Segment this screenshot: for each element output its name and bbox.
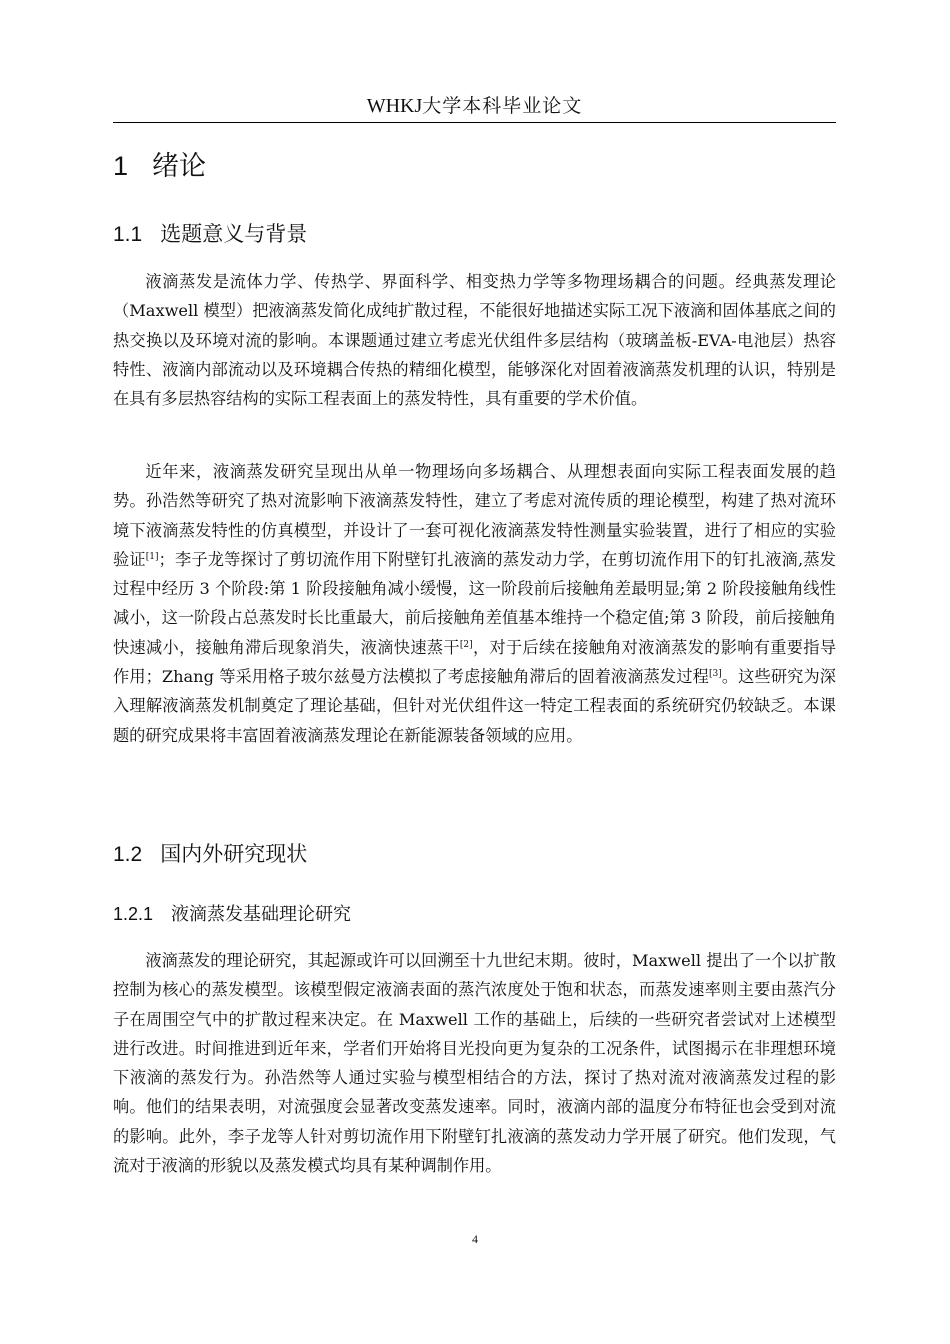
paragraph-text: 。这些研究为深入理解液滴蒸发机制奠定了理论基础，但针对光伏组件这一特定工程表面的系统研究仍较缺乏。本课题的研究成果将丰富固着液滴蒸发理论在新能源装备领域的应用。 <box>113 667 836 745</box>
subsection-heading-1-2-1 <box>113 900 351 929</box>
header-university-code: WHKJ <box>366 95 423 117</box>
section-title: 选题意义与背景 <box>160 222 308 246</box>
chapter-heading <box>113 146 206 187</box>
paragraph-recent-research <box>113 457 836 750</box>
header-title: 大学本科毕业论文 <box>422 95 583 117</box>
header-rule <box>113 122 836 123</box>
subsection-title: 液滴蒸发基础理论研究 <box>171 904 352 925</box>
section-heading-1-2 <box>113 838 307 871</box>
paragraph-text: ，对于后续在接触角对液滴蒸发的影响有重要指导作用；Zhang 等采用格子玻尔兹曼方法模拟了考虑接触角滞后的固着液滴蒸发过程 <box>113 637 837 687</box>
chapter-title: 绪论 <box>152 151 207 182</box>
paragraph-text: 近年来，液滴蒸发研究呈现出从单一物理场向多场耦合、从理想表面向实际工程表面发展的趋势。孙浩然等研究了热对流影响下液滴蒸发特性，建立了考虑对流传质的理论模型，构建了热对流环境下液滴蒸发特性的仿真模型，并设计了一套可视化液滴蒸发特性测量实验装置，进行了相应的实验验证 <box>113 462 836 569</box>
section-number: 1.2 <box>113 843 143 866</box>
section-title: 国内外研究现状 <box>160 842 308 866</box>
paragraph-significance: 液滴蒸发是流体力学、传热学、界面科学、相变热力学等多物理场耦合的问题。经典蒸发理论（Maxwell 模型）把液滴蒸发简化成纯扩散过程，不能很好地描述实际工况下液滴和固体基底之间的热交换以及环境对流的影响。本课题通过建立考虑光伏组件多层结构（玻璃盖板-EVA-电池层）热容特性、液滴内部流动以及环境耦合传热的精细化模型，能够深化对固着液滴蒸发机理的认识，特别是在具有多层热容结构的实际工程表面上的蒸发特性，具有重要的学术价值。 <box>113 272 836 409</box>
running-header <box>113 92 836 122</box>
citation-1[interactable]: [1] <box>145 551 159 562</box>
paragraph-text: ；李子龙等探讨了剪切流作用下附壁钉扎液滴的蒸发动力学，在剪切流作用下的钉扎液滴,蒸发过程中经历 3 个阶段:第 1 阶段接触角减小缓慢，这一阶段前后接触角差最明显;第 2 阶段接触角线性减小，这一阶段占总蒸发时长比重最大，前后接触角差值基本维持一个稳定值;第 3 阶段，前后接触角快速减小，接触角滞后现象消失，液滴快速蒸干 <box>113 549 836 657</box>
paragraph-basic-theory: 液滴蒸发的理论研究，其起源或许可以回溯至十九世纪末期。彼时，Maxwell 提出了一个以扩散控制为核心的蒸发模型。该模型假定液滴表面的蒸汽浓度处于饱和状态，而蒸发速率则主要由蒸汽分子在周围空气中的扩散过程来决定。在 Maxwell 工作的基础上，后续的一些研究者尝试对上述模型进行改进。时间推进到近年来，学者们开始将目光投向更为复杂的工况条件，试图揭示在非理想环境下液滴的蒸发行为。孙浩然等人通过实验与模型相结合的方法，探讨了热对流对液滴蒸发过程的影响。他们的结果表明，对流强度会显著改变蒸发速率。同时，液滴内部的温度分布特征也会受到对流的影响。此外，李子龙等人针对剪切流作用下附壁钉扎液滴的蒸发动力学开展了研究。他们发现，气流对于液滴的形貌以及蒸发模式均具有某种调制作用。 <box>113 951 836 1176</box>
section-heading-1-1 <box>113 218 307 251</box>
section-number: 1.1 <box>113 223 143 246</box>
subsection-number: 1.2.1 <box>113 904 154 924</box>
page-number: 4 <box>472 1232 478 1246</box>
citation-2[interactable]: [2] <box>459 639 473 650</box>
chapter-number: 1 <box>113 151 129 181</box>
citation-3[interactable]: [3] <box>708 669 722 680</box>
